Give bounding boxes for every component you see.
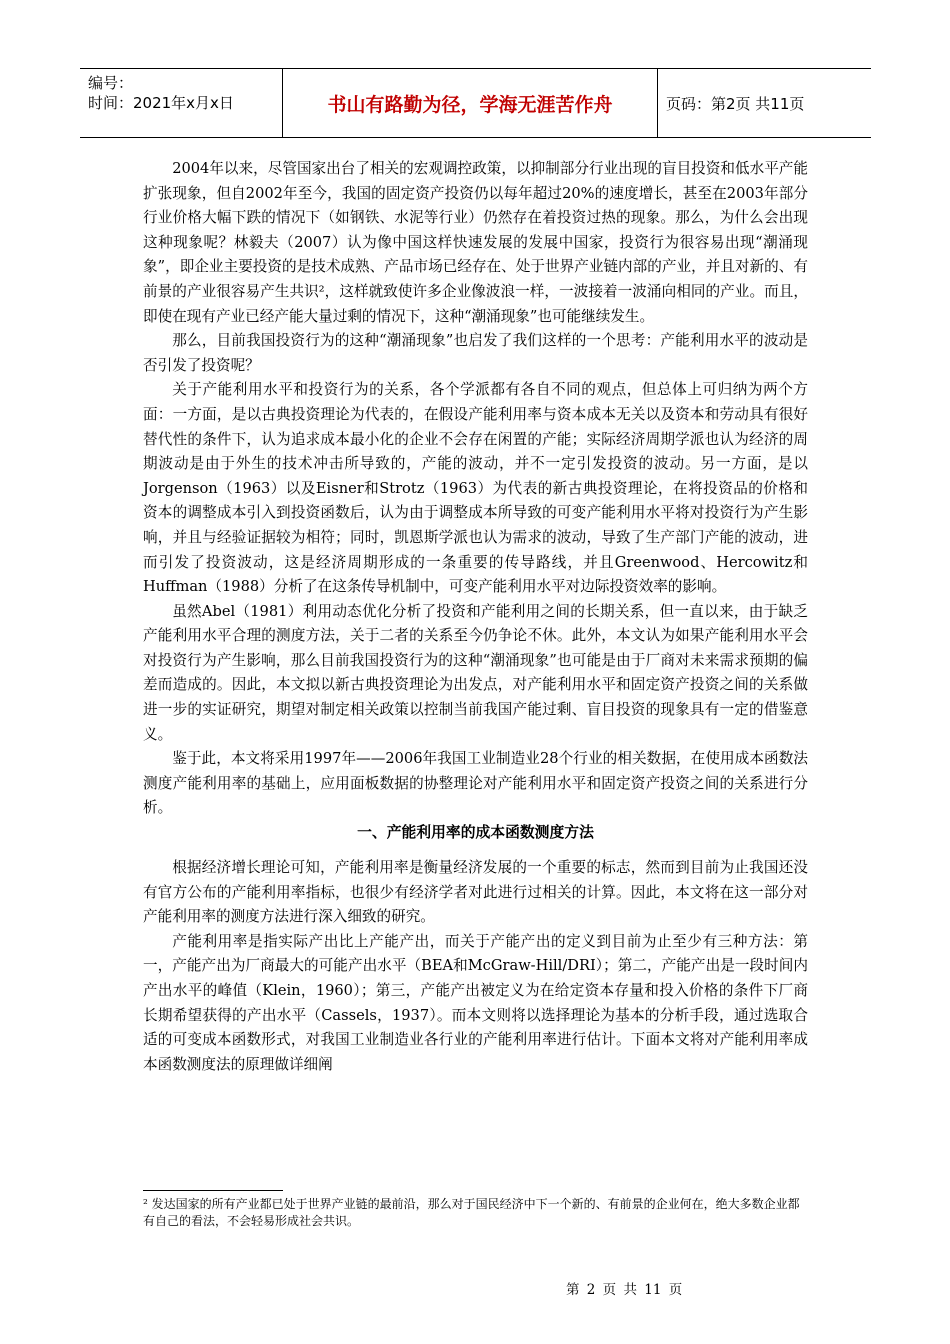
section-heading: 一、产能利用率的成本函数测度方法 bbox=[357, 824, 594, 842]
footnote-divider bbox=[143, 1190, 283, 1191]
footnote: ² 发达国家的所有产业都已处于世界产业链的最前沿，那么对于国民经济中下一个新的、有前景的企业何在，绝大多数企业都有自己的看法，不会轻易形成社会共识。 bbox=[143, 1197, 800, 1228]
section-paragraph: 根据经济增长理论可知，产能利用率是衡量经济发展的一个重要的标志，然而到目前为止我国还没有官方公布的产能利用率指标，也很少有经济学者对此进行过相关的计算。因此，本文将在这一部分对产能利用率的测度方法进行深入细致的研究。 bbox=[143, 859, 808, 926]
page-header bbox=[80, 68, 871, 138]
page-footer: 第 2 页 共 11 页 bbox=[566, 1282, 683, 1298]
header-page-label: 页码：第2页 共11页 bbox=[666, 94, 805, 113]
number-label: 编号： bbox=[88, 74, 134, 92]
body-paragraph: 关于产能利用水平和投资行为的关系，各个学派都有各自不同的观点，但总体上可归纳为两个方面：一方面，是以古典投资理论为代表的，在假设产能利用率与资本成本无关以及资本和劳动具有很好替代性的条件下，认为追求成本最小化的企业不会存在闲置的产能；实际经济周期学派也认为经济的周期波动是由于外生的技术冲击所导致的，产能的波动，并不一定引发投资的波动。另一方面，是以Jorgenson（1963）以及Eisner和Strotz（1963）为代表的新古典投资理论，在将投资品的价格和资本的调整成本引入到投资函数后，认为由于调整成本所导致的可变产能利用水平将对投资行为产生影响，并且与经验证据较为相符；同时，凯恩斯学派也认为需求的波动，导致了生产部门产能的波动，进而引发了投资波动，这是经济周期形成的一条重要的传导路线，并且Greenwood、Hercowitz和Huffman（1988）分析了在这条传导机制中，可变产能利用水平对边际投资效率的影响。 bbox=[143, 381, 808, 596]
time-label: 时间：2021年x月x日 bbox=[88, 94, 234, 112]
section-paragraph: 产能利用率是指实际产出比上产能产出，而关于产能产出的定义到目前为止至少有三种方法：第一，产能产出为厂商最大的可能产出水平（BEA和McGraw-Hill/DRI）；第二，产能产出是一段时间内产出水平的峰值（Klein，1960）；第三，产能产出被定义为在给定资本存量和投入价格的条件下厂商长期希望获得的产出水平（Cassels，1937）。而本文则将以选择理论为基本的分析手段，通过选取合适的可变成本函数形式，对我国工业制造业各行业的产能利用率进行估计。下面本文将对产能利用率成本函数测度法的原理做详细阐 bbox=[143, 932, 808, 1073]
body-paragraph: 那么，目前我国投资行为的这种“潮涌现象”也启发了我们这样的一个思考：产能利用水平的波动是否引发了投资呢？ bbox=[143, 332, 808, 374]
document-body bbox=[143, 157, 808, 1077]
body-paragraph: 鉴于此，本文将采用1997年——2006年我国工业制造业28个行业的相关数据，在使用成本函数法测度产能利用率的基础上，应用面板数据的协整理论对产能利用水平和固定资产投资之间的关系进行分析。 bbox=[143, 750, 808, 817]
body-paragraph: 2004年以来，尽管国家出台了相关的宏观调控政策，以抑制部分行业出现的盲目投资和低水平产能扩张现象，但自2002年至今，我国的固定资产投资仍以每年超过20%的速度增长，甚至在2003年部分行业价格大幅下跌的情况下（如钢铁、水泥等行业）仍然存在着投资过热的现象。那么，为什么会出现这种现象呢？林毅夫（2007）认为像中国这样快速发展的发展中国家，投资行为很容易出现“潮涌现象”，即企业主要投资的是技术成熟、产品市场已经存在、处于世界产业链内部的产业，并且对新的、有前景的产业很容易产生共识²，这样就致使许多企业像波浪一样，一波接着一波涌向相同的产业。而且，即使在现有产业已经产能大量过剩的情况下，这种“潮涌现象”也可能继续发生。 bbox=[143, 160, 808, 325]
header-meta bbox=[80, 69, 283, 137]
header-motto: 书山有路勤为径，学海无涯苦作舟 bbox=[283, 69, 658, 137]
body-paragraph: 虽然Abel（1981）利用动态优化分析了投资和产能利用之间的长期关系，但一直以来，由于缺乏产能利用水平合理的测度方法，关于二者的关系至今仍争论不休。此外，本文认为如果产能利用水平会对投资行为产生影响，那么目前我国投资行为的这种“潮涌现象”也可能是由于厂商对未来需求预期的偏差而造成的。因此，本文拟以新古典投资理论为出发点，对产能利用水平和固定资产投资之间的关系做进一步的实证研究，期望对制定相关政策以控制当前我国产能过剩、盲目投资的现象具有一定的借鉴意义。 bbox=[143, 602, 808, 743]
